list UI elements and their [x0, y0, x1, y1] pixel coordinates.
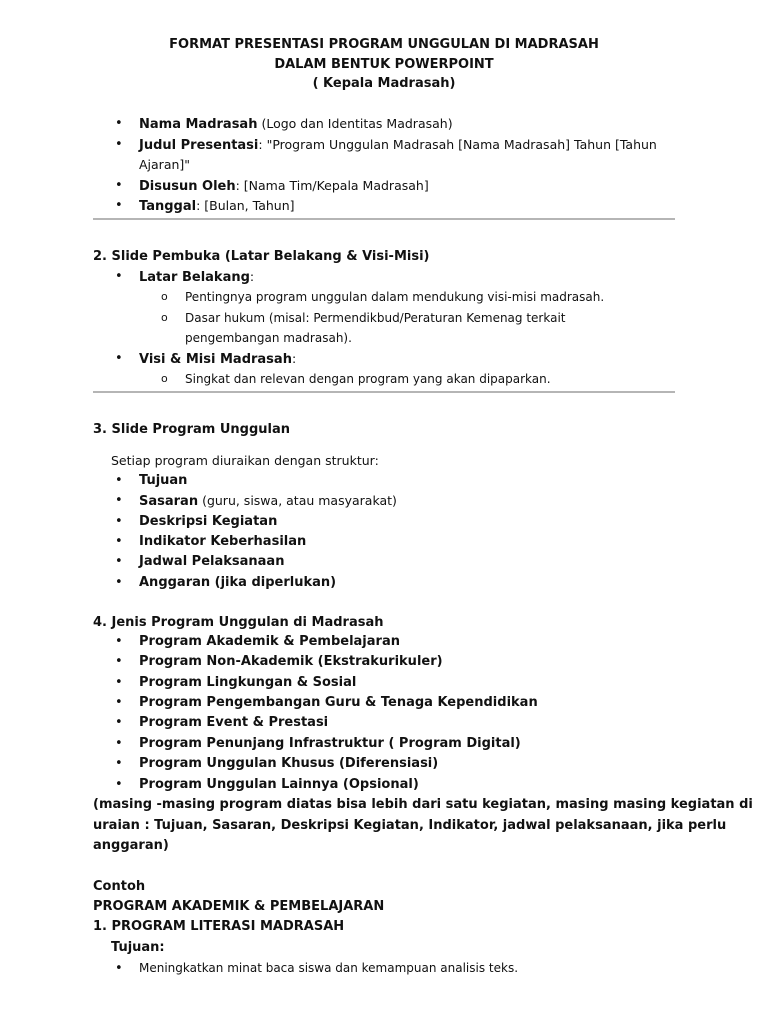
bullet-icon: • — [115, 575, 123, 590]
sub-bullet-icon: o — [161, 372, 168, 385]
bullet-icon: • — [115, 715, 123, 730]
section-3-heading: 3. Slide Program Unggulan — [93, 422, 291, 437]
bullet-icon: • — [115, 675, 123, 690]
sub-bullet-icon: o — [161, 290, 168, 303]
bullet-icon: • — [115, 756, 123, 771]
bullet-icon: • — [115, 198, 123, 213]
section-3-intro: Setiap program diuraikan dengan struktur: — [111, 453, 379, 468]
sub-bullet-icon: o — [161, 311, 168, 324]
bullet-icon: • — [115, 736, 123, 751]
example-category: PROGRAM AKADEMIK & PEMBELAJARAN — [93, 899, 385, 914]
bullet-icon: • — [115, 695, 123, 710]
title-line-2: DALAM BENTUK POWERPOINT — [274, 56, 494, 72]
bullet-icon: • — [115, 777, 123, 792]
document-title — [0, 35, 768, 94]
bullet-icon: • — [115, 137, 123, 152]
bullet-icon: • — [115, 493, 123, 508]
bullet-icon: • — [115, 534, 123, 549]
bullet-icon: • — [115, 961, 123, 976]
bullet-icon: • — [115, 514, 123, 529]
example-program: 1. PROGRAM LITERASI MADRASAH — [93, 919, 345, 934]
bullet-icon: • — [115, 116, 123, 131]
bullet-icon: • — [115, 473, 123, 488]
bullet-icon: • — [115, 634, 123, 649]
horizontal-rule — [93, 218, 675, 220]
bullet-icon: • — [115, 269, 123, 284]
bullet-icon: • — [115, 351, 123, 366]
example-label: Contoh — [93, 879, 146, 894]
bullet-icon: • — [115, 554, 123, 569]
section-2-heading: 2. Slide Pembuka (Latar Belakang & Visi-Misi) — [93, 249, 430, 264]
title-line-3: ( Kepala Madrasah) — [312, 76, 456, 91]
title-line-1: FORMAT PRESENTASI PROGRAM UNGGULAN DI MADRASAH — [169, 37, 599, 52]
example-tujuan-label: Tujuan: — [111, 940, 165, 955]
section-4-note: (masing -masing program diatas bisa lebih dari satu kegiatan, masing masing kegiatan di — [93, 797, 753, 812]
bullet-icon: • — [115, 654, 123, 669]
horizontal-rule — [93, 391, 675, 393]
document-page: FORMAT PRESENTASI PROGRAM UNGGULAN DI MADRASAH DALAM BENTUK POWERPOINT ( Kepala Madrasah) • Nama Madrasah (Logo dan Identitas Madrasah) • Judul Presentasi: "Program Unggulan Madrasah [Nama Madrasah] Tahun [Tahun Ajaran]" • Disusun Oleh: [Nama Tim/Kepala Madrasah] • Tanggal: [Bulan, Tahun] 2. Slide Pembuka (Latar Belakang & Visi-Misi) • Latar Belakang: o Pentingnya program unggulan dalam mendukung visi-misi madrasah. o Dasar hukum (misal: Permendikbud/Peraturan Kemenag terkait pengembangan madrasah). • Visi & Misi Madrasah: o Singkat dan relevan dengan program yang akan dipaparkan. 3. Slide Program Unggulan Setiap program diuraikan dengan struktur: • Tujuan • Sasaran (guru, siswa, atau masyarakat) • Deskripsi Kegiatan • Indikator Keberhasilan • Jadwal Pelaksanaan • Anggaran (jika diperlukan) 4. Jenis Program Unggulan di Madrasah • Program Akademik & Pembelajaran • Program Non-Akademik (Ekstrakurikuler) • Program Lingkungan & Sosial • Program Pengembangan Guru & Tenaga Kependidikan • Program Event & Prestasi • Program Penunjang Infrastruktur ( Program Digital) • Program Unggulan Khusus (Diferensiasi) • Program Unggulan Lainnya (Opsional) (masing -masing program diatas bisa lebih dari satu kegiatan, masing masing kegiatan di uraian : Tujuan, Sasaran, Deskripsi Kegiatan, Indikator, jadwal pelaksanaan, jika perlu anggaran) Contoh PROGRAM AKADEMIK & PEMBELAJARAN 1. PROGRAM LITERASI MADRASAH Tujuan: • Meningkatkan minat baca siswa dan kemampuan analisis teks. — [0, 0, 768, 1024]
section-4-note: anggaran) — [93, 838, 169, 853]
section-4-note: uraian : Tujuan, Sasaran, Deskripsi Kegiatan, Indikator, jadwal pelaksanaan, jika perlu — [93, 818, 727, 833]
bullet-icon: • — [115, 178, 123, 193]
section-4-heading: 4. Jenis Program Unggulan di Madrasah — [93, 615, 384, 630]
